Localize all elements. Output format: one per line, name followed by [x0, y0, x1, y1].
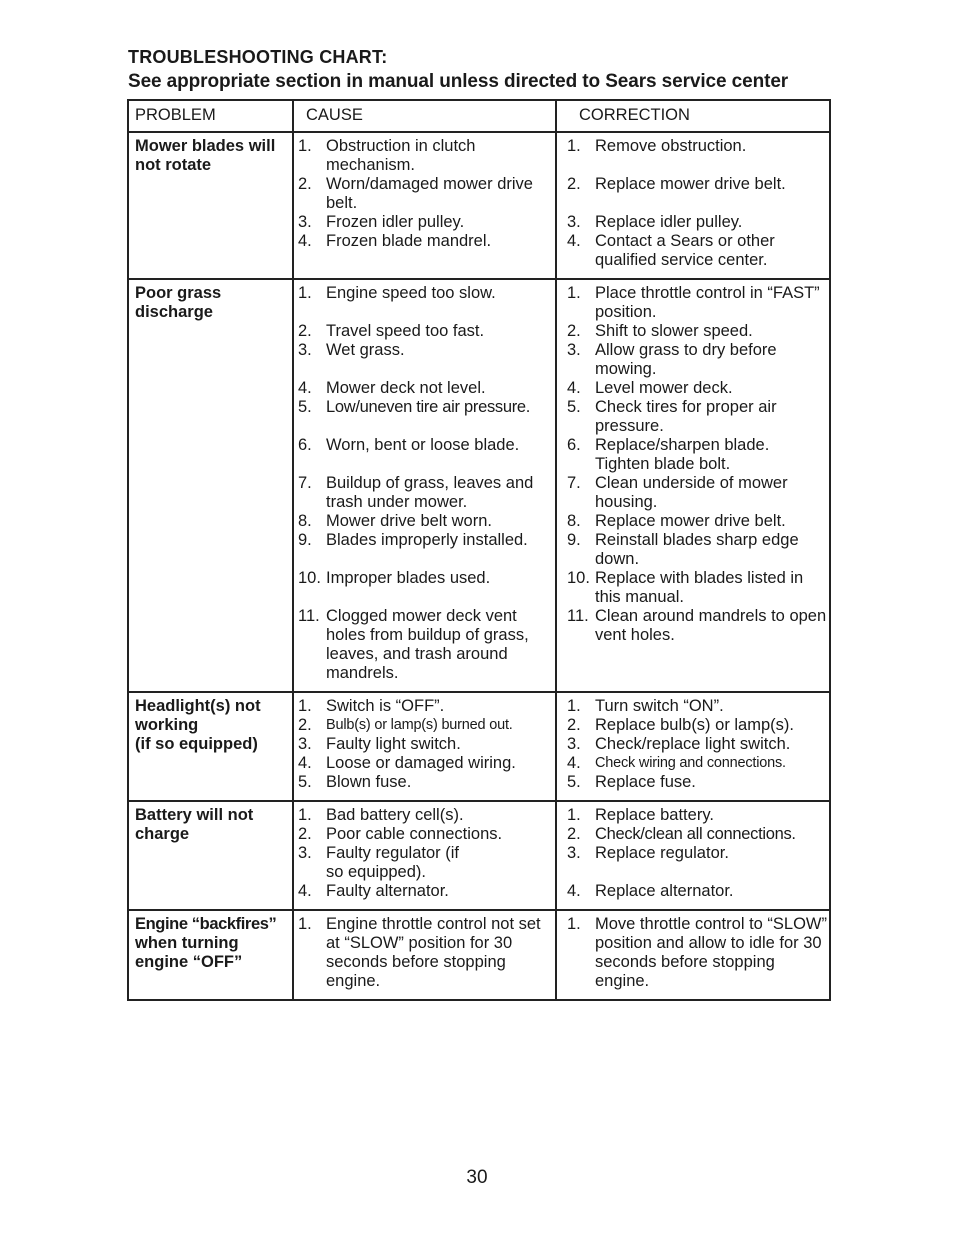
header-correction: CORRECTION [556, 100, 830, 132]
item-text: Bad battery cell(s). [326, 806, 464, 824]
item-number: 4. [567, 379, 581, 397]
list-item [298, 284, 553, 303]
item-number: 9. [298, 531, 312, 549]
item-text: Replace/sharpen blade. Tighten blade bolt. [595, 436, 770, 473]
list-item [567, 806, 827, 825]
item-text: Blades improperly installed. [326, 531, 528, 549]
item-number: 11. [298, 607, 320, 625]
correction-cell [556, 910, 830, 1000]
item-text: Replace mower drive belt. [595, 175, 786, 193]
list-item [298, 844, 553, 882]
item-text: Replace mower drive belt. [595, 512, 786, 530]
problem-text: Mower blades will [135, 137, 276, 155]
problem-text: not rotate [135, 156, 212, 174]
list-item [298, 213, 553, 232]
list-item [298, 398, 553, 417]
problem-text: working [135, 716, 199, 734]
cause-cell [293, 132, 556, 279]
list-item [567, 398, 827, 436]
problem-text: when turning [135, 934, 239, 952]
item-text: Contact a Sears or other qualified service center. [595, 232, 775, 269]
item-number: 3. [298, 844, 312, 862]
item-text: Faulty alternator. [326, 882, 449, 900]
item-text: Blown fuse. [326, 773, 412, 791]
list-item [567, 754, 827, 773]
list-item [567, 379, 827, 398]
list-item [567, 232, 827, 270]
list-item [298, 735, 553, 754]
list-item [298, 754, 553, 773]
problem-cell [128, 692, 293, 801]
item-text: Replace battery. [595, 806, 714, 824]
item-number: 1. [298, 284, 312, 302]
item-number: 3. [298, 341, 312, 359]
item-text: Check wiring and connections. [595, 755, 786, 771]
item-text: Replace bulb(s) or lamp(s). [595, 716, 794, 734]
item-text: Replace with blades listed in this manual. [595, 569, 804, 606]
problem-text: Battery will not [135, 806, 254, 824]
problem-cell [128, 910, 293, 1000]
item-text: Place throttle control in “FAST” position. [595, 284, 820, 321]
item-number: 1. [298, 806, 312, 824]
item-number: 2. [567, 825, 581, 843]
list-item [298, 512, 553, 531]
item-number: 1. [567, 137, 581, 155]
list-item [567, 341, 827, 379]
item-number: 1. [567, 697, 581, 715]
correction-cell [556, 692, 830, 801]
header-problem: PROBLEM [128, 100, 293, 132]
item-number: 1. [298, 697, 312, 715]
list-item [298, 531, 553, 550]
list-item [298, 773, 553, 792]
list-item [298, 806, 553, 825]
item-number: 10. [298, 569, 321, 587]
item-number: 4. [298, 379, 312, 397]
item-number: 11. [567, 607, 589, 625]
item-number: 5. [567, 398, 581, 416]
chart-title: TROUBLESHOOTING CHART: [128, 47, 388, 67]
item-text: Poor cable connections. [326, 825, 503, 843]
item-number: 3. [567, 844, 581, 862]
item-number: 3. [567, 735, 581, 753]
item-text: Turn switch “ON”. [595, 697, 724, 715]
list-item [567, 735, 827, 754]
item-number: 4. [298, 882, 312, 900]
item-text: Replace regulator. [595, 844, 729, 862]
item-text: Reinstall blades sharp edge down. [595, 531, 799, 568]
list-item [298, 341, 553, 360]
item-number: 2. [298, 322, 312, 340]
item-text: Switch is “OFF”. [326, 697, 445, 715]
item-number: 9. [567, 531, 581, 549]
list-item [298, 607, 553, 683]
item-text: Check/clean all connections. [595, 825, 796, 843]
item-text: Bulb(s) or lamp(s) burned out. [326, 717, 513, 733]
problem-text: engine “OFF” [135, 953, 243, 971]
item-text: Remove obstruction. [595, 137, 747, 155]
item-text: Wet grass. [326, 341, 405, 359]
problem-cell [128, 132, 293, 279]
correction-cell [556, 279, 830, 692]
item-number: 5. [298, 398, 312, 416]
list-item [298, 137, 553, 175]
item-text: Replace alternator. [595, 882, 734, 900]
item-text: Shift to slower speed. [595, 322, 753, 340]
cause-cell [293, 910, 556, 1000]
item-text: Move throttle control to “SLOW” position and allow to idle for 30 seconds before stopping engine. [595, 915, 827, 990]
item-number: 6. [298, 436, 312, 454]
table-header-row [128, 100, 830, 132]
problem-cell [128, 279, 293, 692]
list-item [298, 697, 553, 716]
problem-text: charge [135, 825, 190, 843]
item-number: 3. [567, 213, 581, 231]
item-number: 1. [298, 915, 312, 933]
list-item [298, 175, 553, 213]
item-text: Clean underside of mower housing. [595, 474, 788, 511]
item-number: 8. [298, 512, 312, 530]
list-item [298, 716, 553, 735]
item-text: Check tires for proper air pressure. [595, 398, 777, 435]
list-item [567, 436, 827, 474]
list-item [567, 844, 827, 863]
list-item [567, 322, 827, 341]
item-number: 1. [298, 137, 312, 155]
list-item [298, 322, 553, 341]
problem-cell [128, 801, 293, 910]
item-text: Mower deck not level. [326, 379, 486, 397]
list-item [567, 882, 827, 901]
item-text: Worn, bent or loose blade. [326, 436, 520, 454]
item-number: 4. [567, 232, 581, 250]
item-text: Frozen idler pulley. [326, 213, 465, 231]
item-number: 2. [298, 716, 312, 734]
table-row [128, 692, 830, 801]
list-item [567, 531, 827, 569]
item-text: Travel speed too fast. [326, 322, 485, 340]
item-text: Obstruction in clutch mechanism. [326, 137, 476, 174]
item-number: 2. [298, 825, 312, 843]
list-item [567, 915, 827, 991]
item-text: Replace idler pulley. [595, 213, 743, 231]
item-number: 4. [567, 754, 581, 772]
list-item [567, 213, 827, 232]
item-text: Allow grass to dry before mowing. [595, 341, 777, 378]
item-number: 1. [567, 915, 581, 933]
list-item [567, 773, 827, 792]
item-number: 1. [567, 806, 581, 824]
cause-cell [293, 279, 556, 692]
list-item [567, 716, 827, 735]
item-number: 4. [298, 754, 312, 772]
list-item [567, 137, 827, 156]
item-text: Buildup of grass, leaves and trash under mower. [326, 474, 534, 511]
table-row [128, 801, 830, 910]
problem-text: discharge [135, 303, 213, 321]
item-number: 3. [567, 341, 581, 359]
list-item [567, 697, 827, 716]
item-number: 3. [298, 213, 312, 231]
item-number: 4. [298, 232, 312, 250]
item-number: 5. [298, 773, 312, 791]
item-number: 2. [567, 716, 581, 734]
item-text: Frozen blade mandrel. [326, 232, 492, 250]
item-number: 7. [298, 474, 312, 492]
list-item [298, 232, 553, 251]
table-row [128, 279, 830, 692]
list-item [567, 474, 827, 512]
problem-text: Engine “backfires” [135, 915, 277, 933]
item-number: 2. [567, 175, 581, 193]
cause-cell [293, 692, 556, 801]
troubleshooting-table [127, 99, 831, 1001]
list-item [567, 284, 827, 322]
list-item [298, 379, 553, 398]
item-text: Replace fuse. [595, 773, 696, 791]
cause-cell [293, 801, 556, 910]
page-number: 30 [466, 1167, 488, 1188]
table-row [128, 910, 830, 1000]
item-text: Check/replace light switch. [595, 735, 791, 753]
item-number: 3. [298, 735, 312, 753]
list-item [298, 436, 553, 455]
list-item [298, 474, 553, 512]
problem-text: (if so equipped) [135, 735, 258, 753]
correction-cell [556, 801, 830, 910]
list-item [567, 607, 827, 645]
item-text: Engine throttle control not set at “SLOW” position for 30 seconds before stopping engine. [326, 915, 541, 990]
table-row [128, 132, 830, 279]
chart-subtitle: See appropriate section in manual unless directed to Sears service center [128, 71, 789, 92]
item-number: 6. [567, 436, 581, 454]
item-number: 1. [567, 284, 581, 302]
list-item [298, 825, 553, 844]
item-number: 8. [567, 512, 581, 530]
item-number: 5. [567, 773, 581, 791]
problem-text: Headlight(s) not [135, 697, 261, 715]
item-number: 10. [567, 569, 590, 587]
item-text: Improper blades used. [326, 569, 491, 587]
problem-text: Poor grass [135, 284, 222, 302]
item-number: 2. [298, 175, 312, 193]
item-number: 4. [567, 882, 581, 900]
item-text: Faulty light switch. [326, 735, 461, 753]
item-text: Mower drive belt worn. [326, 512, 492, 530]
item-text: Low/uneven tire air pressure. [326, 398, 531, 416]
header-cause: CAUSE [293, 100, 556, 132]
list-item [567, 569, 827, 607]
list-item [567, 175, 827, 194]
list-item [298, 882, 553, 901]
item-text: Engine speed too slow. [326, 284, 496, 302]
item-text: Clean around mandrels to open vent holes. [595, 607, 827, 644]
item-number: 7. [567, 474, 581, 492]
item-text: Worn/damaged mower drive belt. [326, 175, 533, 212]
item-text: Level mower deck. [595, 379, 733, 397]
item-number: 2. [567, 322, 581, 340]
list-item [298, 569, 553, 588]
item-text: Faulty regulator (if so equipped). [326, 844, 459, 881]
list-item [567, 825, 827, 844]
correction-cell [556, 132, 830, 279]
list-item [298, 915, 553, 991]
item-text: Clogged mower deck vent holes from buildup of grass, leaves, and trash around mandrels. [326, 607, 529, 682]
item-text: Loose or damaged wiring. [326, 754, 516, 772]
list-item [567, 512, 827, 531]
